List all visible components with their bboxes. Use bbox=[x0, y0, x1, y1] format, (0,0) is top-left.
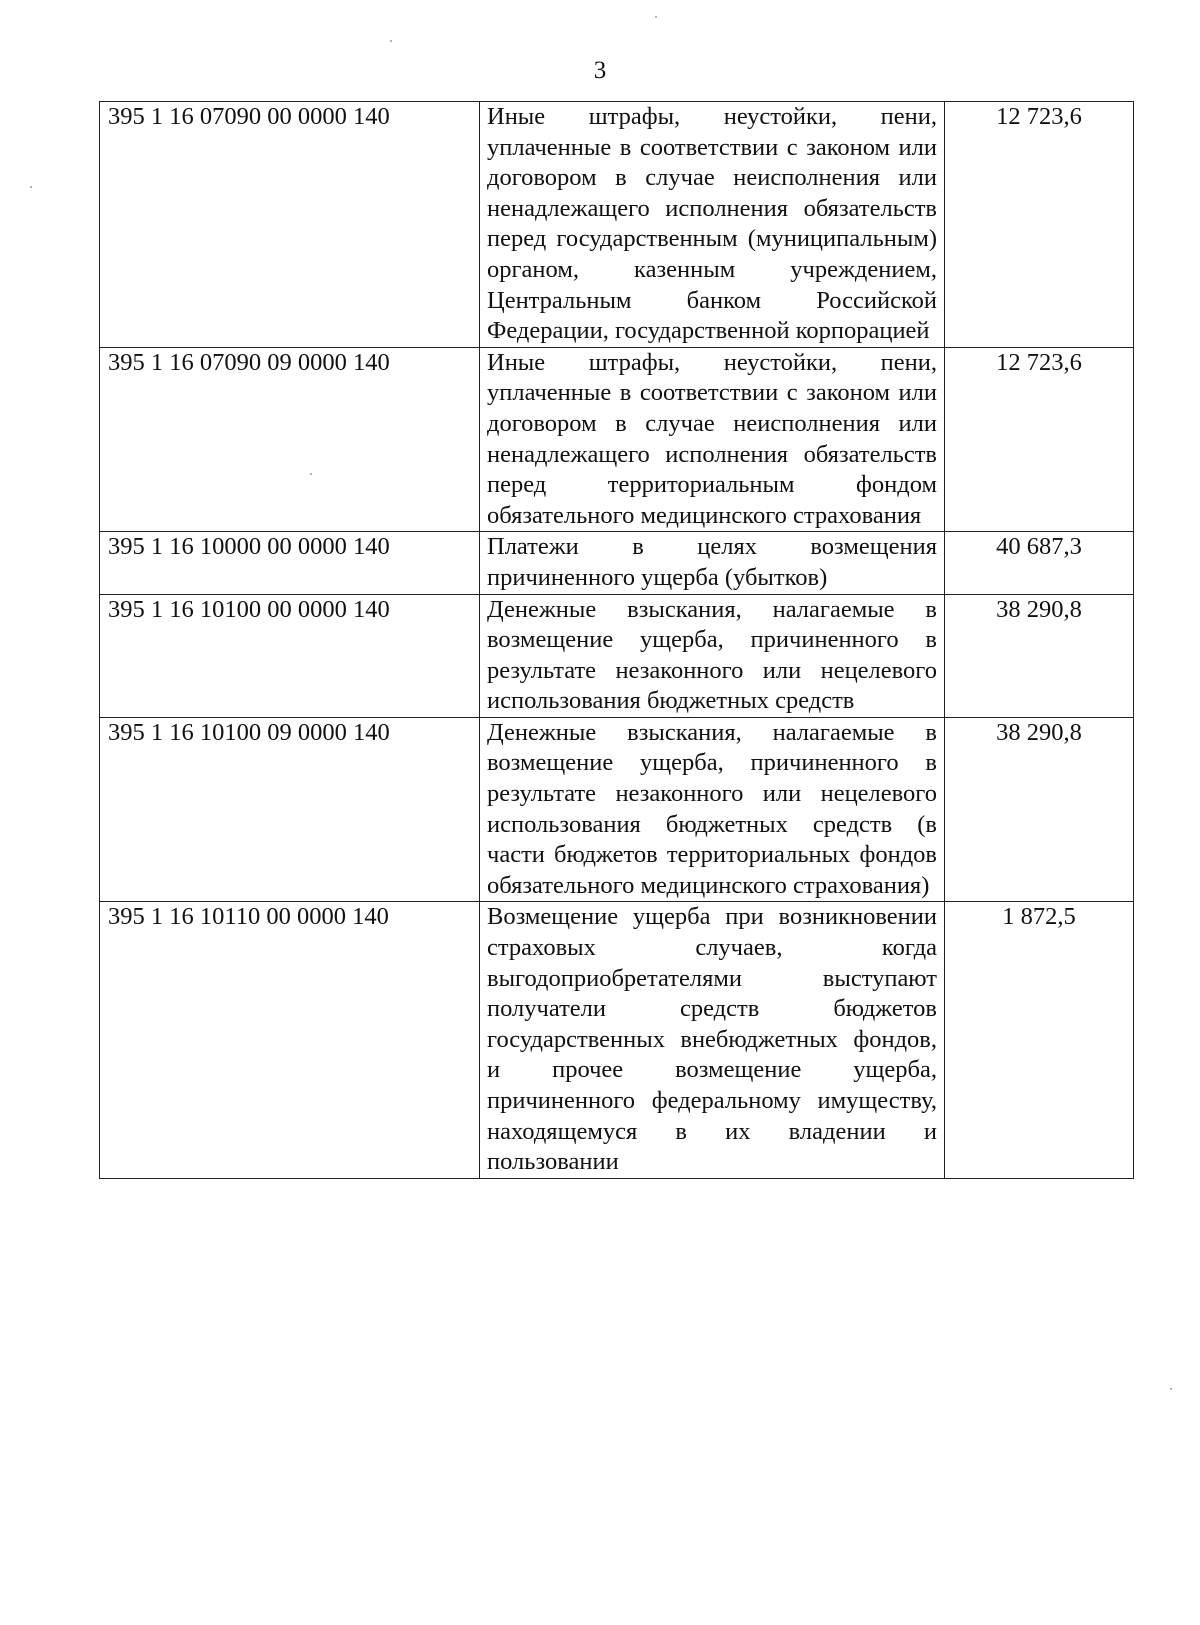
revenue-name-cell: Возмещение ущерба при возникновении страховых случаев, когда выгодоприобретателями выступают получатели средств бюджетов государственных внебюджетных фондов, и прочее возмещение ущерба, причиненного федеральному имуществу, находящемуся в их владении и пользовании bbox=[480, 902, 945, 1178]
budget-code-cell: 395 1 16 07090 09 0000 140 bbox=[100, 347, 480, 532]
table-row bbox=[100, 902, 1134, 1178]
amount-cell: 38 290,8 bbox=[945, 717, 1134, 902]
budget-code-cell: 395 1 16 10100 09 0000 140 bbox=[100, 717, 480, 902]
table-row bbox=[100, 532, 1134, 594]
revenue-name-cell: Денежные взыскания, налагаемые в возмещение ущерба, причиненного в результате незаконного или нецелевого использования бюджетных средств (в части бюджетов территориальных фондов обязательного медицинского страхования) bbox=[480, 717, 945, 902]
scan-speck bbox=[390, 40, 392, 42]
budget-code-cell: 395 1 16 10100 00 0000 140 bbox=[100, 594, 480, 717]
amount-cell: 40 687,3 bbox=[945, 532, 1134, 594]
scan-speck bbox=[30, 186, 32, 188]
page-number: 3 bbox=[593, 57, 607, 84]
amount-cell: 12 723,6 bbox=[945, 102, 1134, 348]
scan-speck bbox=[1170, 1388, 1172, 1390]
revenue-name-cell: Денежные взыскания, налагаемые в возмещение ущерба, причиненного в результате незаконного или нецелевого использования бюджетных средств bbox=[480, 594, 945, 717]
table-row bbox=[100, 717, 1134, 902]
table-row bbox=[100, 102, 1134, 348]
revenue-name-cell: Иные штрафы, неустойки, пени, уплаченные в соответствии с законом или договором в случае неисполнения или ненадлежащего исполнения обязательств перед государственным (муниципальным) органом, казенным учреждением, Центральным банком Российской Федерации, государственной корпорацией bbox=[480, 102, 945, 348]
table-row bbox=[100, 347, 1134, 532]
revenue-name-cell: Иные штрафы, неустойки, пени, уплаченные в соответствии с законом или договором в случае неисполнения или ненадлежащего исполнения обязательств перед территориальным фондом обязательного медицинского страхования bbox=[480, 347, 945, 532]
table-row bbox=[100, 594, 1134, 717]
amount-cell: 1 872,5 bbox=[945, 902, 1134, 1178]
revenue-name-cell: Платежи в целях возмещения причиненного ущерба (убытков) bbox=[480, 532, 945, 594]
budget-code-cell: 395 1 16 10110 00 0000 140 bbox=[100, 902, 480, 1178]
budget-code-cell: 395 1 16 10000 00 0000 140 bbox=[100, 532, 480, 594]
amount-cell: 38 290,8 bbox=[945, 594, 1134, 717]
budget-code-cell: 395 1 16 07090 00 0000 140 bbox=[100, 102, 480, 348]
budget-codes-table bbox=[99, 101, 1134, 1179]
scan-speck bbox=[310, 473, 312, 475]
amount-cell: 12 723,6 bbox=[945, 347, 1134, 532]
scan-speck bbox=[655, 16, 657, 18]
